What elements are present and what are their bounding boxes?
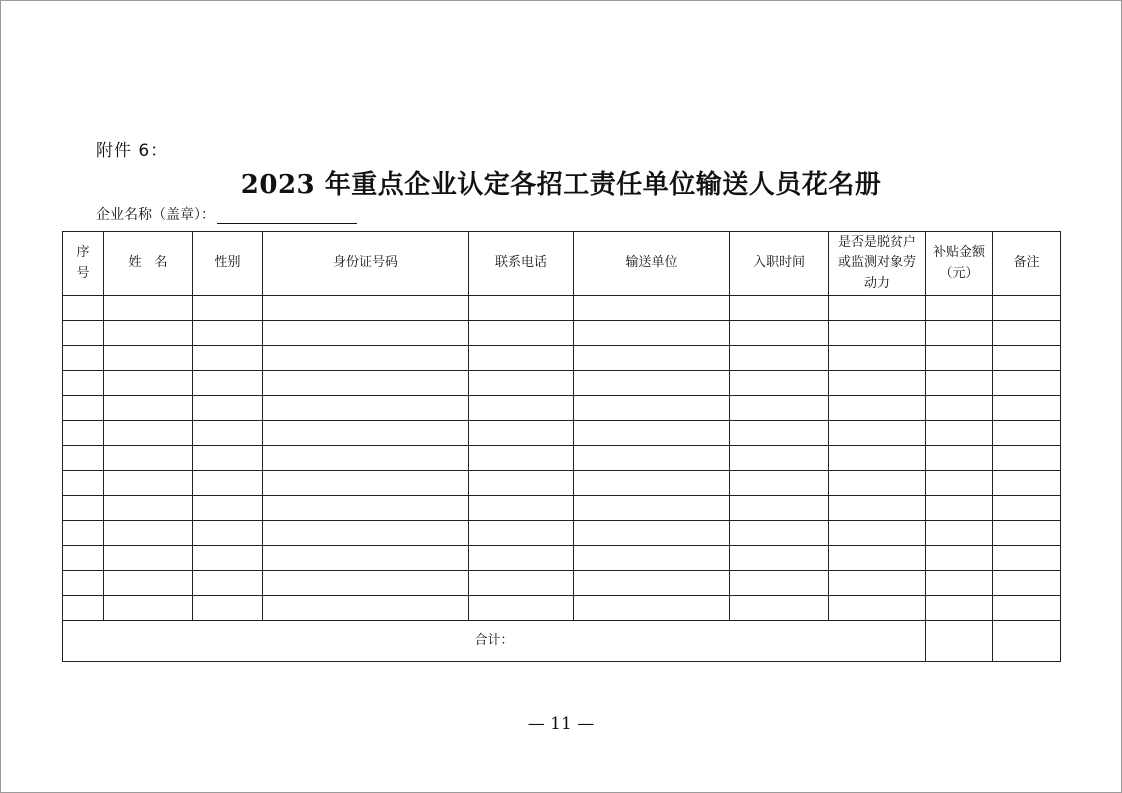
table-cell[interactable] bbox=[104, 571, 193, 596]
table-cell[interactable] bbox=[263, 596, 469, 621]
table-cell[interactable] bbox=[574, 446, 730, 471]
table-cell[interactable] bbox=[574, 296, 730, 321]
table-cell[interactable] bbox=[993, 446, 1061, 471]
table-cell[interactable] bbox=[574, 596, 730, 621]
table-cell[interactable] bbox=[730, 471, 829, 496]
header-remarks: 备注 bbox=[993, 232, 1061, 296]
table-cell[interactable] bbox=[263, 396, 469, 421]
table-cell[interactable] bbox=[574, 371, 730, 396]
table-row bbox=[63, 321, 1061, 346]
table-cell[interactable] bbox=[730, 321, 829, 346]
table-cell[interactable] bbox=[730, 346, 829, 371]
table-cell[interactable] bbox=[193, 396, 263, 421]
header-gender: 性别 bbox=[193, 232, 263, 296]
table-cell[interactable] bbox=[993, 296, 1061, 321]
header-poverty-status: 是否是脱贫户或监测对象劳动力 bbox=[829, 232, 926, 296]
table-cell[interactable] bbox=[926, 546, 993, 571]
table-cell[interactable] bbox=[730, 596, 829, 621]
table-cell[interactable] bbox=[63, 571, 104, 596]
table-row bbox=[63, 446, 1061, 471]
table-cell[interactable] bbox=[730, 371, 829, 396]
table-cell[interactable] bbox=[730, 571, 829, 596]
table-cell[interactable] bbox=[926, 346, 993, 371]
table-cell[interactable] bbox=[469, 346, 574, 371]
table-cell[interactable] bbox=[993, 571, 1061, 596]
attachment-label: 附件 6： bbox=[96, 141, 169, 161]
table-cell[interactable] bbox=[193, 571, 263, 596]
table-cell[interactable] bbox=[993, 496, 1061, 521]
table-cell[interactable] bbox=[104, 346, 193, 371]
table-cell[interactable] bbox=[829, 421, 926, 446]
table-cell[interactable] bbox=[574, 321, 730, 346]
table-cell[interactable] bbox=[263, 346, 469, 371]
table-cell[interactable] bbox=[263, 446, 469, 471]
table-cell[interactable] bbox=[829, 521, 926, 546]
table-row bbox=[63, 546, 1061, 571]
table-cell[interactable] bbox=[926, 471, 993, 496]
table-cell[interactable] bbox=[829, 296, 926, 321]
table-cell[interactable] bbox=[63, 321, 104, 346]
table-cell[interactable] bbox=[469, 321, 574, 346]
total-subsidy-cell[interactable] bbox=[926, 621, 993, 662]
table-row bbox=[63, 421, 1061, 446]
table-cell[interactable] bbox=[469, 546, 574, 571]
table-cell[interactable] bbox=[193, 496, 263, 521]
table-cell[interactable] bbox=[730, 296, 829, 321]
table-cell[interactable] bbox=[730, 546, 829, 571]
table-cell[interactable] bbox=[993, 321, 1061, 346]
header-id-number: 身份证号码 bbox=[263, 232, 469, 296]
table-cell[interactable] bbox=[263, 546, 469, 571]
table-cell[interactable] bbox=[926, 371, 993, 396]
table-cell[interactable] bbox=[829, 546, 926, 571]
table-cell[interactable] bbox=[63, 371, 104, 396]
table-cell[interactable] bbox=[926, 571, 993, 596]
table-cell[interactable] bbox=[63, 471, 104, 496]
table-cell[interactable] bbox=[730, 496, 829, 521]
table-cell[interactable] bbox=[104, 371, 193, 396]
table-row bbox=[63, 296, 1061, 321]
table-cell[interactable] bbox=[993, 546, 1061, 571]
table-cell[interactable] bbox=[993, 396, 1061, 421]
page-number: — 11 — bbox=[527, 714, 595, 734]
table-cell[interactable] bbox=[829, 321, 926, 346]
table-cell[interactable] bbox=[263, 496, 469, 521]
table-cell[interactable] bbox=[193, 296, 263, 321]
table-cell[interactable] bbox=[193, 321, 263, 346]
company-name-line bbox=[96, 204, 357, 224]
table-cell[interactable] bbox=[469, 396, 574, 421]
table-cell[interactable] bbox=[829, 596, 926, 621]
table-cell[interactable] bbox=[193, 446, 263, 471]
table-cell[interactable] bbox=[63, 396, 104, 421]
table-row bbox=[63, 371, 1061, 396]
table-cell[interactable] bbox=[574, 421, 730, 446]
table-cell[interactable] bbox=[730, 446, 829, 471]
table-cell[interactable] bbox=[926, 321, 993, 346]
table-row bbox=[63, 571, 1061, 596]
header-row bbox=[63, 232, 1061, 296]
header-sender-unit: 输送单位 bbox=[574, 232, 730, 296]
table-cell[interactable] bbox=[574, 471, 730, 496]
table-cell[interactable] bbox=[469, 521, 574, 546]
table-cell[interactable] bbox=[574, 396, 730, 421]
table-cell[interactable] bbox=[926, 521, 993, 546]
table-row bbox=[63, 346, 1061, 371]
table-cell[interactable] bbox=[63, 546, 104, 571]
table-cell[interactable] bbox=[993, 371, 1061, 396]
table-cell[interactable] bbox=[193, 521, 263, 546]
table-cell[interactable] bbox=[193, 471, 263, 496]
table-cell[interactable] bbox=[63, 596, 104, 621]
table-cell[interactable] bbox=[63, 296, 104, 321]
table-cell[interactable] bbox=[926, 296, 993, 321]
table-cell[interactable] bbox=[469, 421, 574, 446]
table-cell[interactable] bbox=[104, 446, 193, 471]
table-cell[interactable] bbox=[574, 496, 730, 521]
table-cell[interactable] bbox=[469, 296, 574, 321]
table-cell[interactable] bbox=[263, 521, 469, 546]
table-cell[interactable] bbox=[104, 496, 193, 521]
table-cell[interactable] bbox=[63, 446, 104, 471]
table-cell[interactable] bbox=[104, 321, 193, 346]
table-cell[interactable] bbox=[63, 346, 104, 371]
table-cell[interactable] bbox=[926, 446, 993, 471]
table-cell[interactable] bbox=[926, 421, 993, 446]
table-cell[interactable] bbox=[193, 346, 263, 371]
roster-table bbox=[62, 231, 1061, 662]
table-cell[interactable] bbox=[469, 471, 574, 496]
table-cell[interactable] bbox=[104, 471, 193, 496]
table-cell[interactable] bbox=[263, 296, 469, 321]
table-cell[interactable] bbox=[993, 421, 1061, 446]
table-cell[interactable] bbox=[993, 471, 1061, 496]
table-cell[interactable] bbox=[104, 396, 193, 421]
table-cell[interactable] bbox=[104, 296, 193, 321]
table-cell[interactable] bbox=[193, 596, 263, 621]
table-cell[interactable] bbox=[104, 421, 193, 446]
table-cell[interactable] bbox=[829, 471, 926, 496]
header-subsidy: 补贴金额（元） bbox=[926, 232, 993, 296]
table-cell[interactable] bbox=[469, 596, 574, 621]
table-row bbox=[63, 496, 1061, 521]
table-cell[interactable] bbox=[574, 346, 730, 371]
table-cell[interactable] bbox=[469, 446, 574, 471]
table-row bbox=[63, 521, 1061, 546]
table-cell[interactable] bbox=[730, 521, 829, 546]
company-name-label: 企业名称（盖章）： bbox=[96, 207, 215, 223]
table-cell[interactable] bbox=[829, 346, 926, 371]
table-cell[interactable] bbox=[730, 421, 829, 446]
table-cell[interactable] bbox=[104, 596, 193, 621]
table-cell[interactable] bbox=[63, 496, 104, 521]
table-cell[interactable] bbox=[829, 571, 926, 596]
table-cell[interactable] bbox=[469, 371, 574, 396]
table-cell[interactable] bbox=[469, 571, 574, 596]
document-title: 2023 年重点企业认定各招工责任单位输送人员花名册 bbox=[240, 170, 882, 200]
table-cell[interactable] bbox=[829, 496, 926, 521]
table-cell[interactable] bbox=[263, 321, 469, 346]
table-cell[interactable] bbox=[574, 521, 730, 546]
table-cell[interactable] bbox=[263, 371, 469, 396]
company-name-blank[interactable] bbox=[217, 209, 357, 224]
table-cell[interactable] bbox=[574, 546, 730, 571]
table-cell[interactable] bbox=[993, 346, 1061, 371]
table-row bbox=[63, 596, 1061, 621]
table-cell[interactable] bbox=[926, 596, 993, 621]
table-cell[interactable] bbox=[829, 371, 926, 396]
header-name: 姓 名 bbox=[104, 232, 193, 296]
table-cell[interactable] bbox=[926, 396, 993, 421]
header-hire-date: 入职时间 bbox=[730, 232, 829, 296]
table-cell[interactable] bbox=[926, 496, 993, 521]
table-cell[interactable] bbox=[469, 496, 574, 521]
table-cell[interactable] bbox=[63, 421, 104, 446]
table-cell[interactable] bbox=[263, 421, 469, 446]
table-cell[interactable] bbox=[993, 596, 1061, 621]
table-row bbox=[63, 396, 1061, 421]
table-cell[interactable] bbox=[829, 446, 926, 471]
table-cell[interactable] bbox=[104, 521, 193, 546]
table-cell[interactable] bbox=[730, 396, 829, 421]
table-cell[interactable] bbox=[193, 371, 263, 396]
table-row bbox=[63, 471, 1061, 496]
total-row bbox=[63, 621, 1061, 662]
table-cell[interactable] bbox=[104, 546, 193, 571]
table-cell[interactable] bbox=[829, 396, 926, 421]
table-cell[interactable] bbox=[193, 546, 263, 571]
total-remarks-cell[interactable] bbox=[993, 621, 1061, 662]
table-cell[interactable] bbox=[63, 521, 104, 546]
table-cell[interactable] bbox=[263, 471, 469, 496]
table-cell[interactable] bbox=[993, 521, 1061, 546]
header-seq: 序号 bbox=[63, 232, 104, 296]
table-cell[interactable] bbox=[263, 571, 469, 596]
table-cell[interactable] bbox=[574, 571, 730, 596]
table-cell[interactable] bbox=[193, 421, 263, 446]
total-label: 合计： bbox=[63, 621, 926, 662]
header-phone: 联系电话 bbox=[469, 232, 574, 296]
